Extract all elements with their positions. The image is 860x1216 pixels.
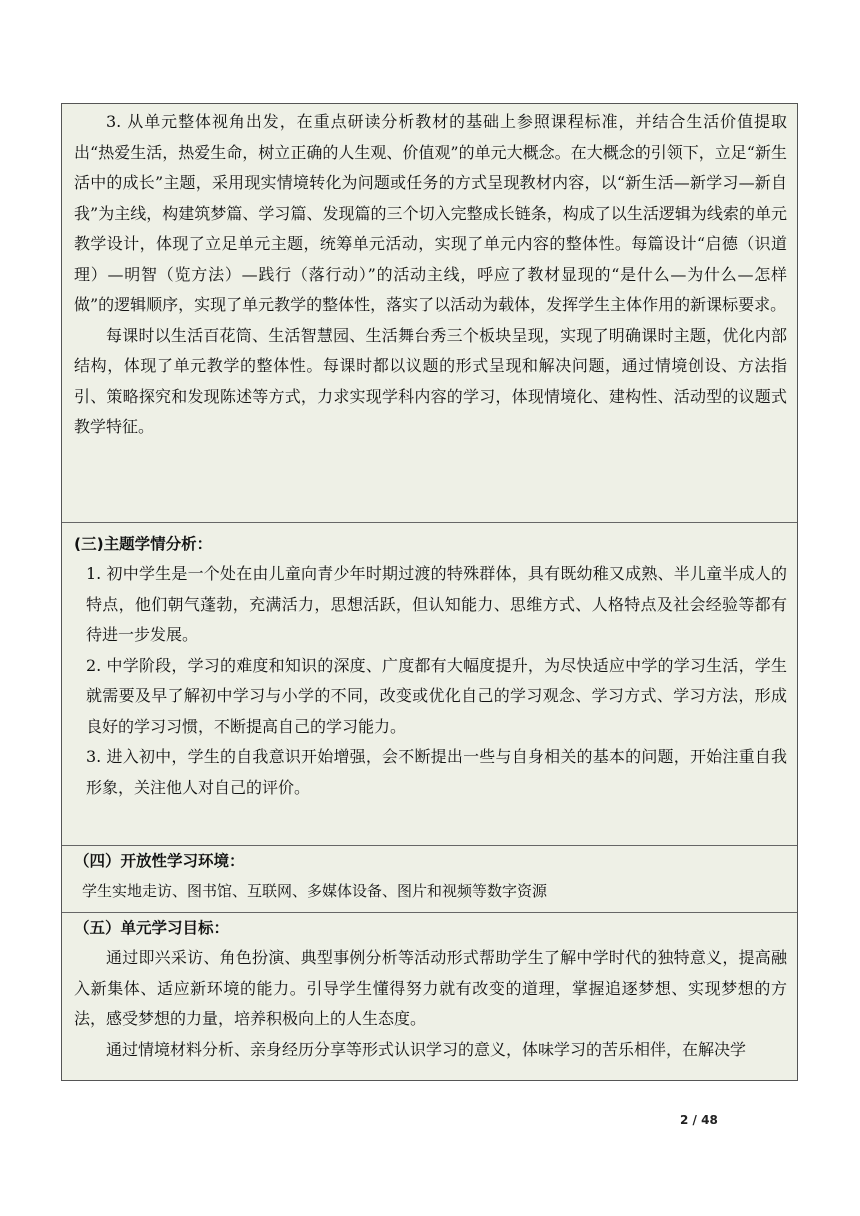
learning-goals-paragraph: 通过即兴采访、角色扮演、典型事例分析等活动形式帮助学生了解中学时代的独特意义，提高融入新集体、适应新环境的能力。引导学生懂得努力就有改变的道理，掌握追逐梦想、实现梦想的方法，感受梦想的力量，培养积极向上的人生态度。 (74, 948, 787, 1028)
lesson-plan-table (61, 103, 798, 1081)
learning-environment-heading: （四）开放性学习环境： (74, 852, 245, 870)
design-paragraph: 每课时以生活百花筒、生活智慧园、生活舞台秀三个板块呈现，实现了明确课时主题，优化内部结构，体现了单元教学的整体性。每课时都以议题的形式呈现和解决问题，通过情境创设、方法指引、策略探究和发现陈述等方式，力求实现学科内容的学习，体现情境化、建构性、活动型的议题式教学特征。 (74, 325, 787, 436)
page-number: 2 / 48 (680, 1113, 718, 1127)
learner-analysis-cell (62, 523, 797, 846)
learner-analysis-heading: (三)主题学情分析： (74, 535, 213, 553)
unit-design-cell (62, 104, 797, 523)
learning-goals-cell (62, 913, 797, 1082)
learner-analysis-item: 3. 进入初中，学生的自我意识开始增强，会不断提出一些与自身相关的基本的问题，开始注重自我形象，关注他人对自己的评价。 (86, 747, 787, 797)
learner-analysis-item: 2. 中学阶段，学习的难度和知识的深度、广度都有大幅度提升，为尽快适应中学的学习生活，学生就需要及早了解初中学习与小学的不同，改变或优化自己的学习观念、学习方式、学习方法，形成良好的学习习惯，不断提高自己的学习能力。 (86, 655, 787, 736)
learning-goals-paragraph: 通过情境材料分析、亲身经历分享等形式认识学习的意义，体味学习的苦乐相伴，在解决学 (106, 1039, 747, 1059)
design-paragraph: 3. 从单元整体视角出发，在重点研读分析教材的基础上参照课程标准，并结合生活价值提取出“热爱生活，热爱生命，树立正确的人生观、价值观”的单元大概念。在大概念的引领下，立足“新生活中的成长”主题，采用现实情境转化为问题或任务的方式呈现教材内容，以“新生活—新学习—新自我”为主线，构建筑梦篇、学习篇、发现篇的三个切入完整成长链条，构成了以生活逻辑为线索的单元教学设计，体现了立足单元主题，统筹单元活动，实现了单元内容的整体性。每篇设计“启德（识道理）—明智（览方法）—践行（落行动）”的活动主线，呼应了教材显现的“是什么—为什么—怎样做”的逻辑顺序，实现了单元教学的整体性，落实了以活动为载体，发挥学生主体作用的新课标要求。 (74, 112, 787, 314)
learning-environment-cell (62, 846, 797, 913)
learning-environment-text: 学生实地走访、图书馆、互联网、多媒体设备、图片和视频等数字资源 (82, 882, 548, 900)
learner-analysis-item: 1. 初中学生是一个处在由儿童向青少年时期过渡的特殊群体，具有既幼稚又成熟、半儿童半成人的特点，他们朝气蓬勃，充满活力，思想活跃，但认知能力、思维方式、人格特点及社会经验等都有待进一步发展。 (86, 564, 787, 644)
learning-goals-heading: （五）单元学习目标： (74, 919, 230, 937)
